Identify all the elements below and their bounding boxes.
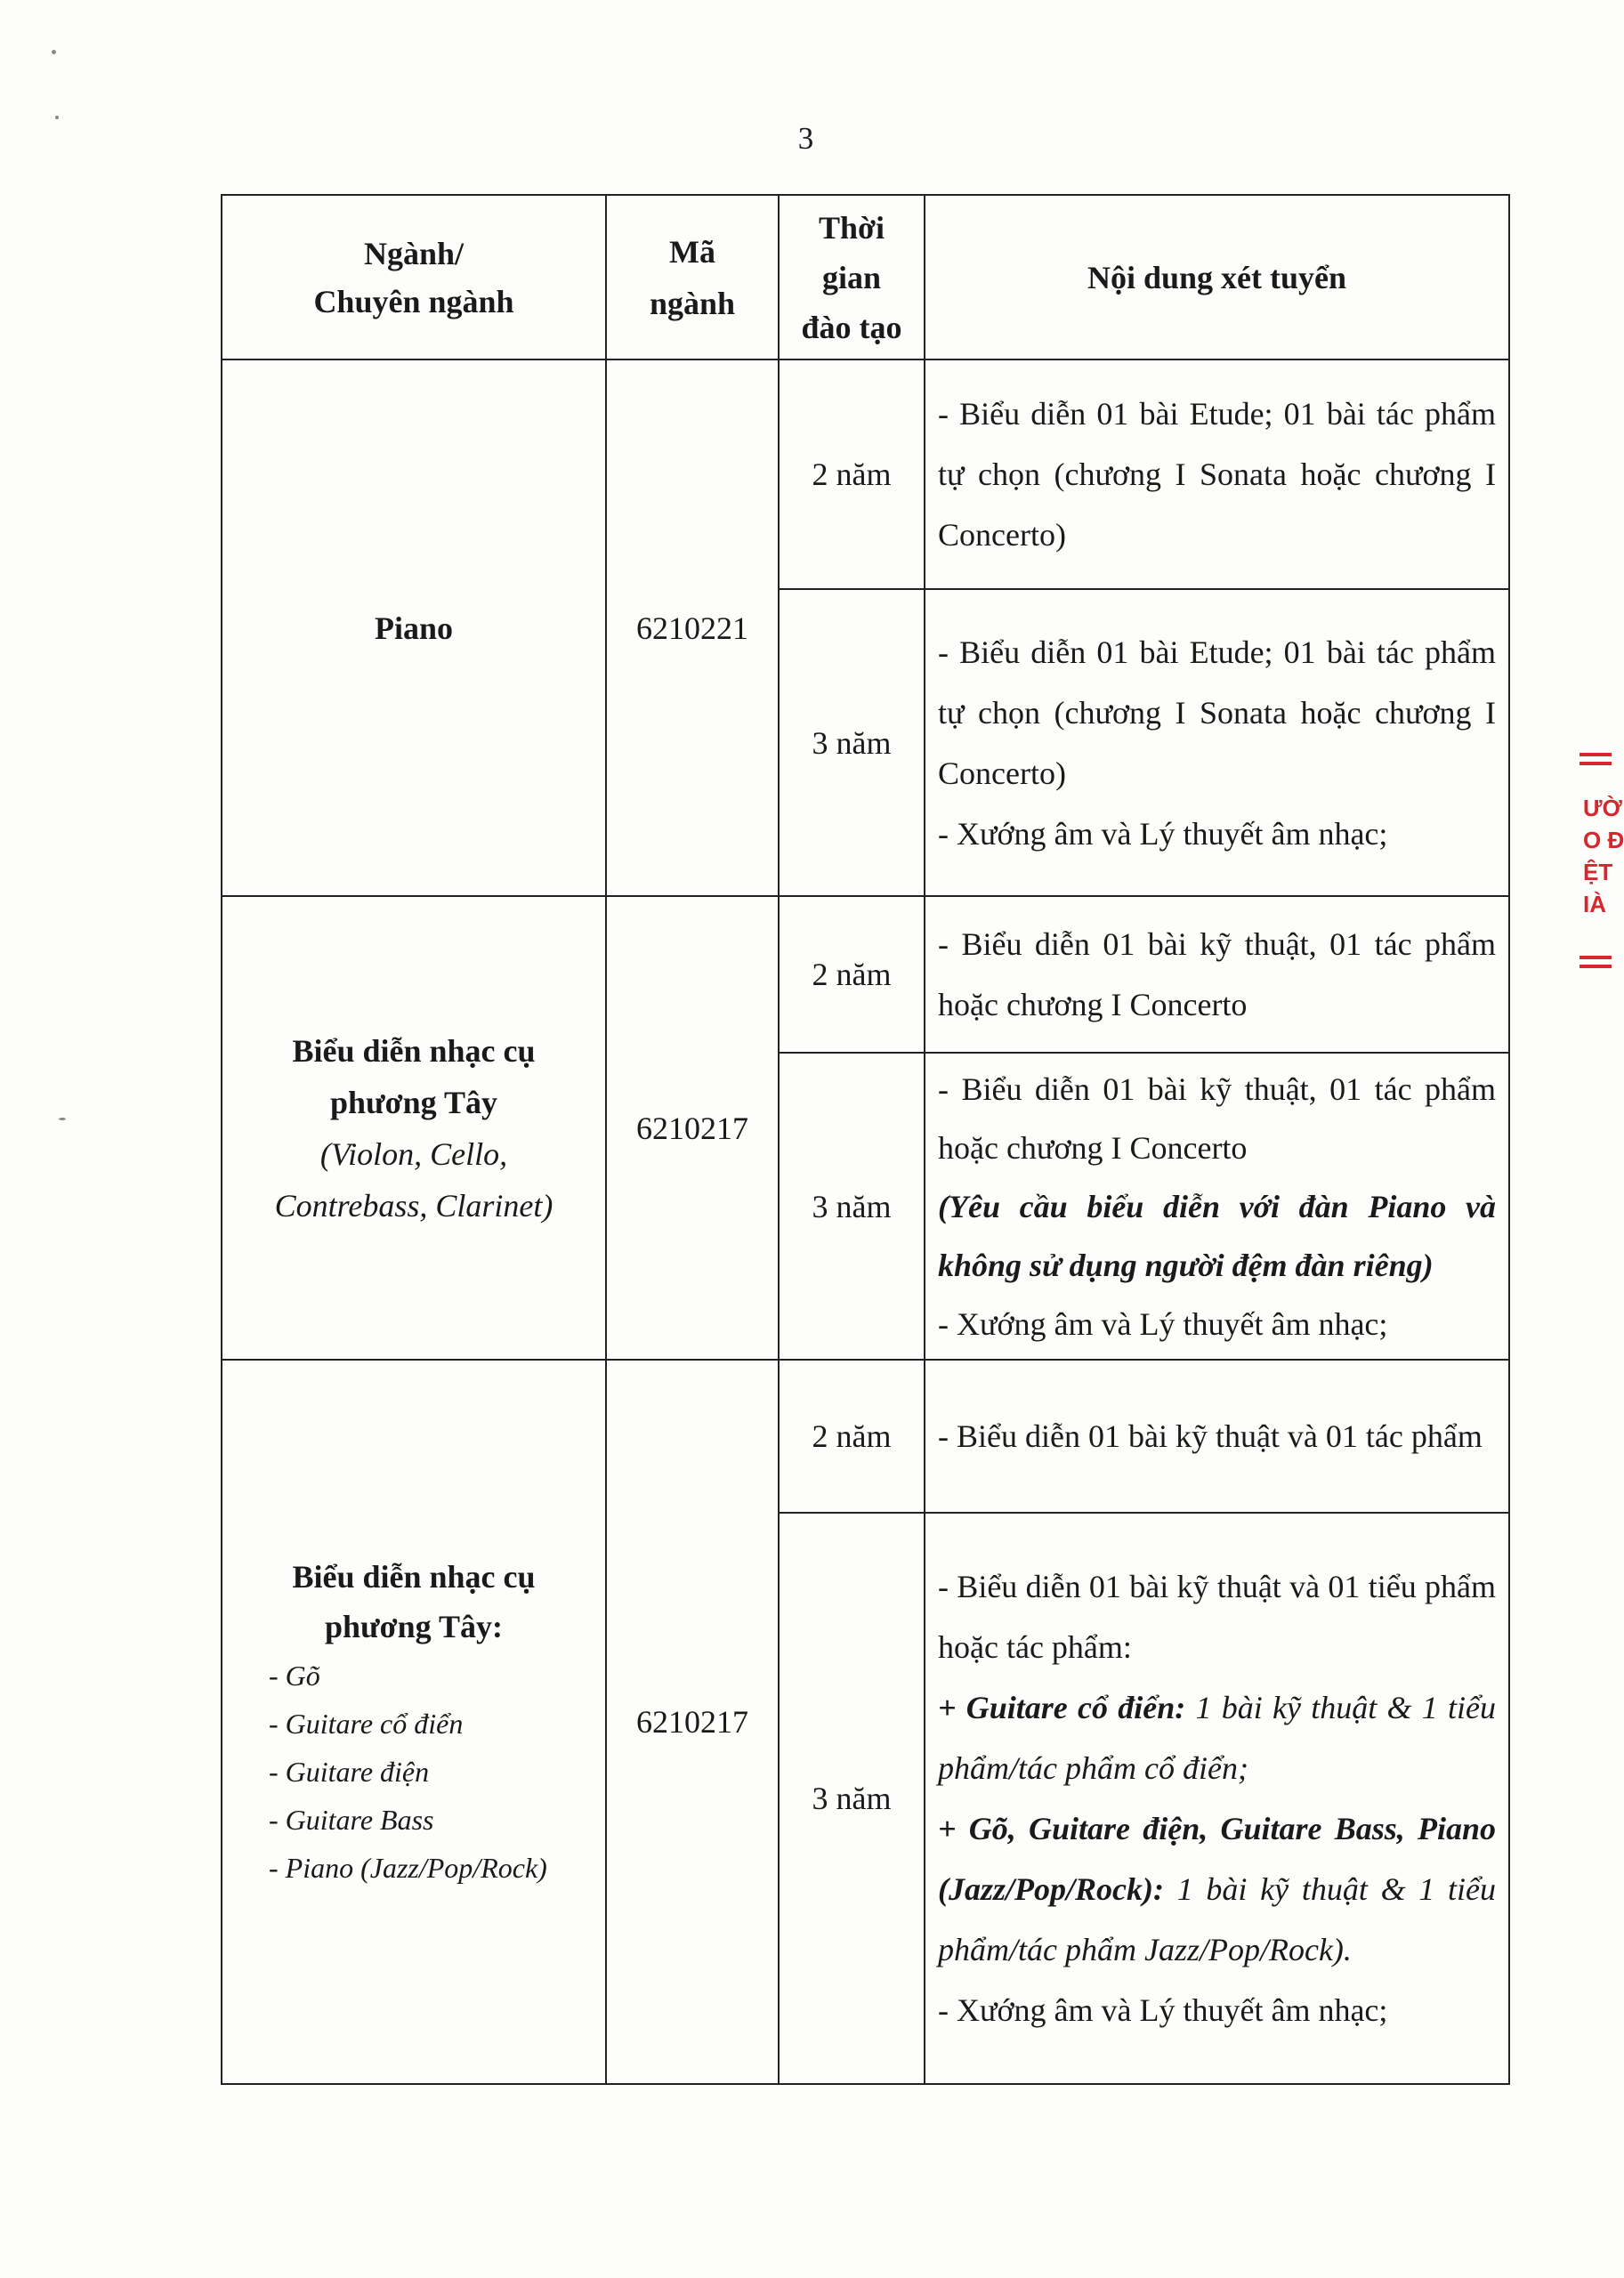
scan-speck [52,50,56,54]
duration-cell: 2 năm [779,359,925,589]
list-item: - Guitare Bass [269,1804,434,1836]
major-western-modern: Biểu diễn nhạc cụ phương Tây: - Gõ - Guitare cổ điển - Guitare điện - Guitare Bass - Piano (Jazz/Pop/Rock) [222,1360,606,2084]
header-code: Mã ngành [606,195,779,359]
major-code: 6210217 [606,896,779,1360]
list-item: - Guitare điện [269,1756,430,1788]
list-item: - Gõ [269,1660,320,1692]
content-cell: - Biểu diễn 01 bài kỹ thuật và 01 tiểu phẩm hoặc tác phẩm: + Guitare cổ điển: 1 bài kỹ thuật & 1 tiểu phẩm/tác phẩm cổ điển; + Gõ, Guitare điện, Guitare Bass, Piano (Jazz/Pop/Rock): 1 bài kỹ thuật & 1 tiểu phẩm/tác phẩm Jazz/Pop/Rock). - Xướng âm và Lý thuyết âm nhạc; [925,1513,1509,2084]
duration-cell: 3 năm [779,1053,925,1360]
major-western-strings: Biểu diễn nhạc cụ phương Tây (Violon, Cello, Contrebass, Clarinet) [222,896,606,1360]
content-cell: - Biểu diễn 01 bài Etude; 01 bài tác phẩm tự chọn (chương I Sonata hoặc chương I Concerto) [925,359,1509,589]
list-item: - Piano (Jazz/Pop/Rock) [269,1852,547,1884]
header-major: Ngành/ Chuyên ngành [222,195,606,359]
admission-table [221,194,1510,2085]
duration-cell: 3 năm [779,589,925,896]
content-cell: - Biểu diễn 01 bài kỹ thuật, 01 tác phẩm hoặc chương I Concerto (Yêu cầu biểu diễn với đàn Piano và không sử dụng người đệm đàn riêng) - Xướng âm và Lý thuyết âm nhạc; [925,1053,1509,1360]
scan-speck [55,116,59,119]
table-row [222,359,1509,589]
duration-cell: 3 năm [779,1513,925,2084]
major-code: 6210221 [606,359,779,896]
major-piano: Piano [222,359,606,896]
list-item: - Guitare cổ điển [269,1708,464,1740]
content-cell: - Biểu diễn 01 bài kỹ thuật, 01 tác phẩm hoặc chương I Concerto [925,896,1509,1053]
major-item-list [233,1652,594,1892]
header-duration: Thời gian đào tạo [779,195,925,359]
table-row [222,1360,1509,1513]
table-header-row [222,195,1509,359]
content-cell: - Biểu diễn 01 bài Etude; 01 bài tác phẩm tự chọn (chương I Sonata hoặc chương I Concerto) - Xướng âm và Lý thuyết âm nhạc; [925,589,1509,896]
major-code: 6210217 [606,1360,779,2084]
duration-cell: 2 năm [779,1360,925,1513]
header-content: Nội dung xét tuyển [925,195,1509,359]
scan-speck [59,1118,66,1120]
red-stamp-fragment: ƯỜ O Đ ỆT IÀ [1571,747,1612,1050]
table-row [222,896,1509,1053]
duration-cell: 2 năm [779,896,925,1053]
content-cell: - Biểu diễn 01 bài kỹ thuật và 01 tác phẩm [925,1360,1509,1513]
page-number: 3 [797,121,814,156]
